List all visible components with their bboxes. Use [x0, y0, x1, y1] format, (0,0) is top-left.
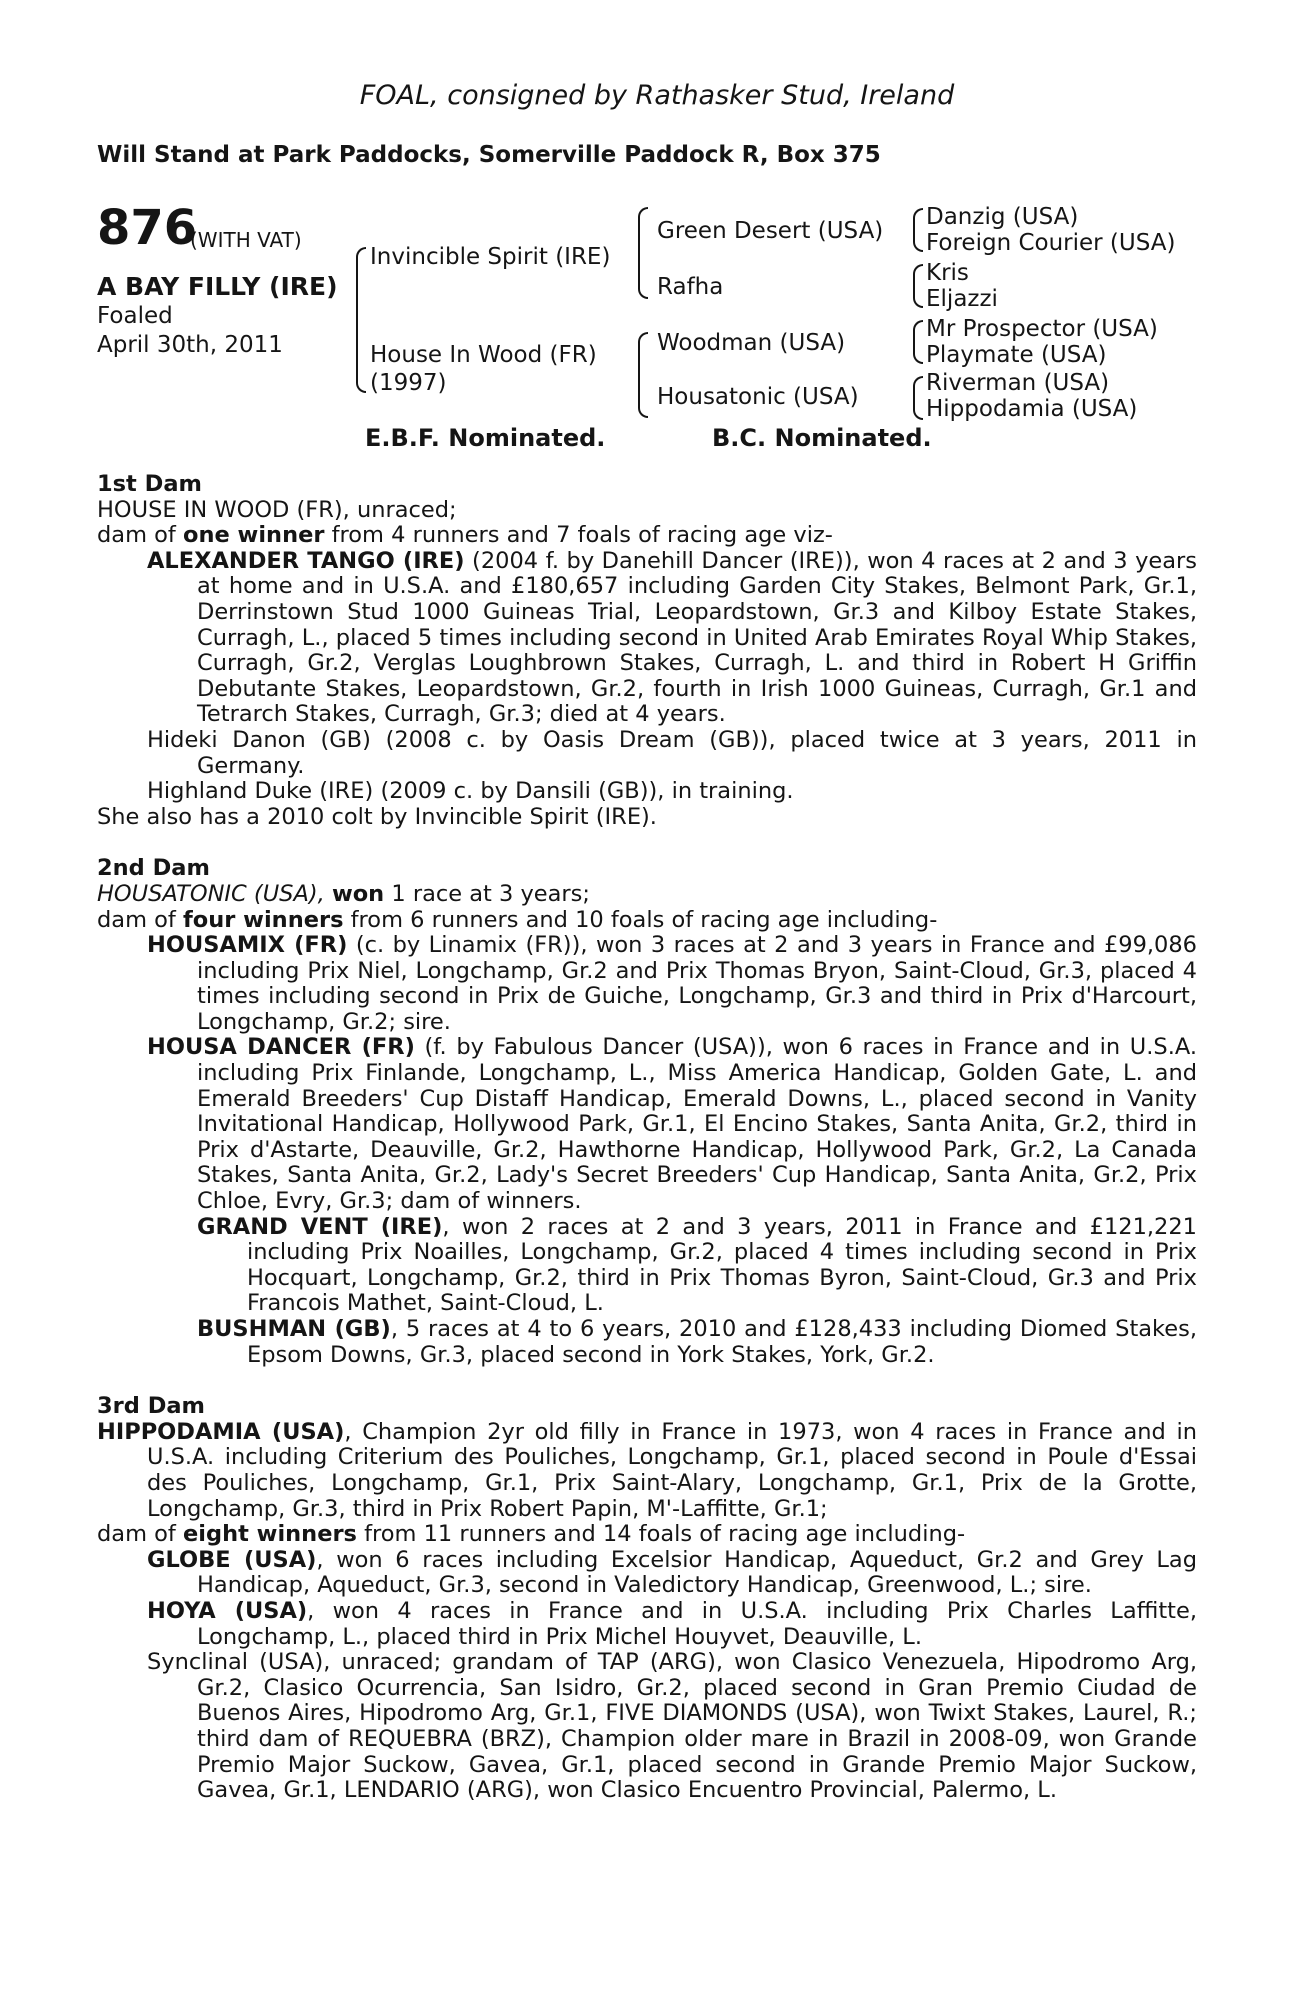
- offspring-entry: HOUSAMIX (FR) (c. by Linamix (FR)), won 3 races at 2 and 3 years in France and £99,086 including Prix Niel, Longchamp, Gr.2 and Prix Thomas Bryon, Saint-Cloud, Gr.3, placed 4 times including second in Prix de Guiche, Longchamp, Gr.3 and third in Prix d'Harcourt, Longchamp, Gr.2; sire.: [147, 932, 1197, 1035]
- pedigree-dam-year: (1997): [370, 370, 447, 396]
- stand-location: Will Stand at Park Paddocks, Somerville Paddock R, Box 375: [97, 142, 881, 168]
- pedigree-sire-sire: Green Desert (USA): [657, 218, 884, 244]
- foaled-label: Foaled: [97, 303, 173, 329]
- first-dam-summary: dam of one winner from 4 runners and 7 foals of racing age viz-: [97, 522, 833, 549]
- offspring-entry: GLOBE (USA), won 6 races including Excelsior Handicap, Aqueduct, Gr.2 and Grey Lag Handicap, Aqueduct, Gr.3, second in Valedictory Handicap, Greenwood, L.; sire.: [147, 1546, 1197, 1599]
- first-dam-section: [97, 472, 1197, 830]
- first-dam-also: She also has a 2010 colt by Invincible Spirit (IRE).: [97, 803, 657, 830]
- foaled-info: [97, 302, 357, 360]
- brace-g3-1: [913, 208, 923, 252]
- pedigree-dam-dam: Housatonic (USA): [657, 384, 859, 410]
- brace-sire-line: [638, 207, 648, 299]
- third-dam-summary: dam of eight winners from 11 runners and 14 foals of racing age including-: [97, 1521, 966, 1548]
- brace-parents: [356, 247, 366, 393]
- pedigree-dam-sire: Woodman (USA): [657, 330, 846, 356]
- offspring-entry: ALEXANDER TANGO (IRE) (2004 f. by Danehill Dancer (IRE)), won 4 races at 2 and 3 years at home and in U.S.A. and £180,657 including Garden City Stakes, Belmont Park, Gr.1, Derrinstown Stud 1000 Guineas Trial, Leopardstown, Gr.3 and Kilboy Estate Stakes, Curragh, L., placed 5 times including second in United Arab Emirates Royal Whip Stakes, Curragh, Gr.2, Verglas Loughbrown Stakes, Curragh, L. and third in Robert H Griffin Debutante Stakes, Leopardstown, Gr.2, fourth in Irish 1000 Guineas, Curragh, Gr.1 and Tetrarch Stakes, Curragh, Gr.3; died at 4 years.: [147, 547, 1197, 728]
- consignment-header: FOAL, consigned by Rathasker Stud, Ireland: [359, 80, 955, 111]
- brace-g3-3: [913, 320, 923, 364]
- brace-dam-line: [638, 332, 648, 418]
- grand-offspring-entry: BUSHMAN (GB), 5 races at 4 to 6 years, 2010 and £128,433 including Diomed Stakes, Epsom Downs, Gr.3, placed second in York Stakes, York, Gr.2.: [197, 1316, 1198, 1368]
- brace-g3-2: [913, 264, 923, 308]
- pedigree-g3-8: Hippodamia (USA): [926, 396, 1138, 422]
- pedigree-g3-2: Foreign Courier (USA): [926, 230, 1176, 256]
- brace-g3-4: [913, 376, 923, 420]
- grand-offspring-entry: GRAND VENT (IRE), won 2 races at 2 and 3 years, 2011 in France and £121,221 including Prix Noailles, Longchamp, Gr.2, placed 4 times including second in Prix Hocquart, Longchamp, Gr.2, third in Prix Thomas Byron, Saint-Cloud, Gr.3 and Prix Francois Mathet, Saint-Cloud, L.: [197, 1213, 1197, 1317]
- offspring-entry: Highland Duke (IRE) (2009 c. by Dansili (GB)), in training.: [147, 778, 794, 805]
- offspring-entry: HOUSA DANCER (FR) (f. by Fabulous Dancer (USA)), won 6 races in France and in U.S.A. including Prix Finlande, Longchamp, L., Miss America Handicap, Golden Gate, L. and Emerald Breeders' Cup Distaff Handicap, Emerald Downs, L., placed second in Vanity Invitational Handicap, Hollywood Park, Gr.1, El Encino Stakes, Santa Anita, Gr.2, third in Prix d'Astarte, Deauville, Gr.2, Hawthorne Handicap, Hollywood Park, Gr.2, La Canada Stakes, Santa Anita, Gr.2, Lady's Secret Breeders' Cup Handicap, Santa Anita, Gr.2, Prix Chloe, Evry, Gr.3; dam of winners.: [147, 1034, 1197, 1215]
- pedigree-g3-4: Eljazzi: [926, 286, 998, 312]
- pedigree-dam: House In Wood (FR): [370, 342, 597, 368]
- offspring-entry: Synclinal (USA), unraced; grandam of TAP (ARG), won Clasico Venezuela, Hipodromo Arg, Gr.2, Clasico Ocurrencia, San Isidro, Gr.2, placed second in Gran Premio Ciudad de Buenos Aires, Hipodromo Arg, Gr.1, FIVE DIAMONDS (USA), won Twixt Stakes, Laurel, R.; third dam of REQUEBRA (BRZ), Champion older mare in Brazil in 2008-09, won Grande Premio Major Suckow, Gavea, Gr.1, placed second in Grande Premio Major Suckow, Gavea, Gr.1, LENDARIO (ARG), won Clasico Encuentro Provincial, Palermo, L.: [147, 1649, 1197, 1804]
- offspring-entry: Hideki Danon (GB) (2008 c. by Oasis Dream (GB)), placed twice at 3 years, 2011 in Germany.: [147, 726, 1197, 779]
- first-dam-name: HOUSE IN WOOD (FR), unraced;: [97, 496, 457, 523]
- second-dam-heading: 2nd Dam: [97, 855, 210, 882]
- foaled-date: April 30th, 2011: [97, 332, 283, 358]
- vat-note: (WITH VAT): [190, 228, 302, 252]
- bc-nominated: B.C. Nominated.: [712, 424, 932, 452]
- offspring-entry: HOYA (USA), won 4 races in France and in U.S.A. including Prix Charles Laffitte, Longchamp, L., placed third in Prix Michel Houyvet, Deauville, L.: [147, 1597, 1197, 1650]
- pedigree-g3-3: Kris: [926, 260, 969, 286]
- second-dam-summary: dam of four winners from 6 runners and 10 foals of racing age including-: [97, 906, 938, 933]
- ebf-nominated: E.B.F. Nominated.: [365, 424, 606, 452]
- second-dam-name: HOUSATONIC (USA), won 1 race at 3 years;: [97, 880, 590, 907]
- pedigree-sire-dam: Rafha: [657, 274, 724, 300]
- pedigree-g3-7: Riverman (USA): [926, 370, 1110, 396]
- first-dam-heading: 1st Dam: [97, 471, 202, 497]
- pedigree-sire: Invincible Spirit (IRE): [370, 244, 611, 270]
- horse-name: A BAY FILLY (IRE): [97, 272, 338, 301]
- third-dam-name: HIPPODAMIA (USA), Champion 2yr old filly in France in 1973, won 4 races in France and in U.S.A. including Criterium des Pouliches, Longchamp, Gr.1, placed second in Poule d'Essai des Pouliches, Longchamp, Gr.1, Prix Saint-Alary, Longchamp, Gr.1, Prix de la Grotte, Longchamp, Gr.3, third in Prix Robert Papin, M'-Laffitte, Gr.1;: [97, 1418, 1197, 1522]
- third-dam-heading: 3rd Dam: [97, 1393, 205, 1420]
- pedigree-g3-6: Playmate (USA): [926, 342, 1107, 368]
- second-dam-section: [97, 856, 1197, 1368]
- catalogue-body: [97, 472, 1197, 1804]
- third-dam-section: [97, 1394, 1197, 1804]
- pedigree-g3-1: Danzig (USA): [926, 204, 1079, 230]
- pedigree-g3-5: Mr Prospector (USA): [926, 316, 1158, 342]
- lot-number: 876: [97, 200, 198, 256]
